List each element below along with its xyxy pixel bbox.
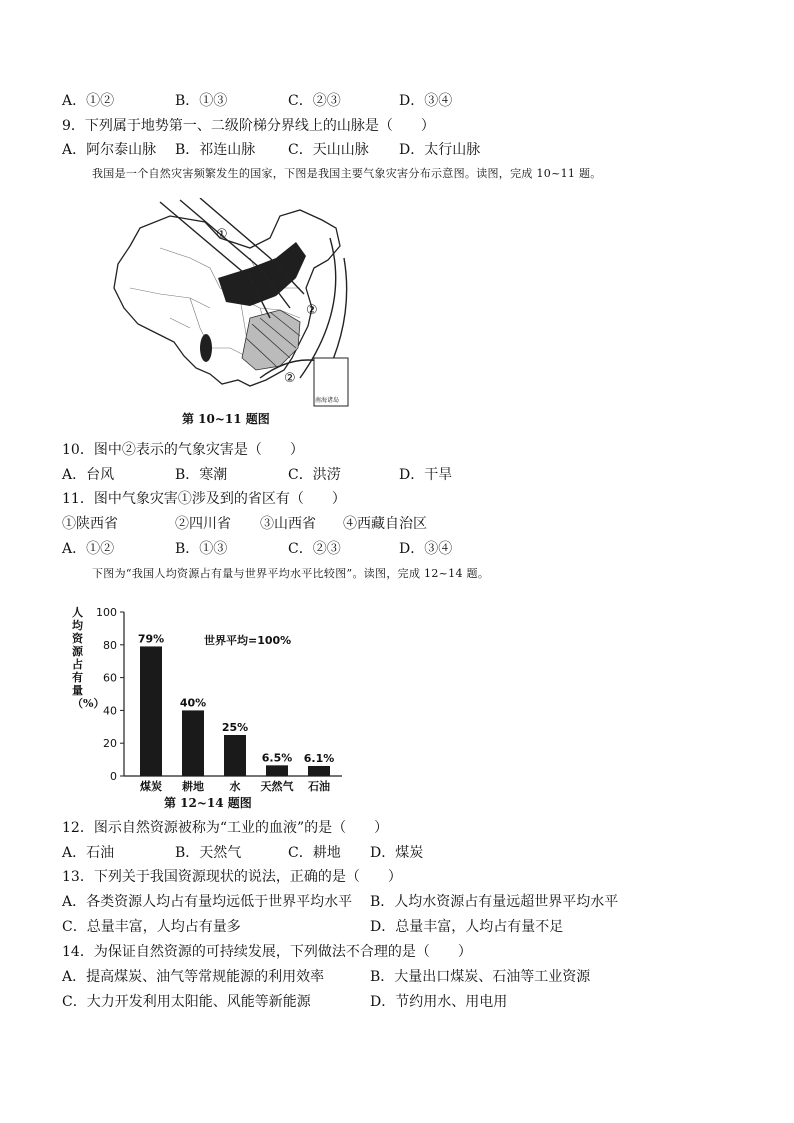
q9-option-d[interactable]: D．太行山脉 (399, 142, 481, 158)
q10-option-d[interactable]: D．干旱 (399, 467, 453, 483)
q13-option-a[interactable]: A．各类资源人均占有量均远低于世界平均水平 (62, 894, 353, 910)
q8-option-d[interactable]: D．③④ (399, 93, 453, 109)
bar-value-label: 79% (137, 632, 165, 646)
q11-item-3: ③山西省 (260, 516, 316, 532)
q13-option-d[interactable]: D．总量丰富，人均占有量不足 (370, 919, 564, 935)
disaster-map (100, 198, 360, 413)
q10-question: 10．图中②表示的气象灾害是（ ） (62, 442, 304, 458)
marker-2: ② (306, 303, 318, 318)
chart-caption: 第 12~14 题图 (164, 796, 252, 810)
q11-item-2: ②四川省 (175, 516, 231, 532)
chart-annotation: 世界平均=100% (204, 634, 292, 647)
resource-chart (62, 598, 362, 808)
x-tick-label: 石油 (308, 780, 330, 793)
q11-item-4: ④西藏自治区 (343, 516, 427, 532)
intro-10-11: 我国是一个自然灾害频繁发生的国家，下图是我国主要气象灾害分布示意图。读图，完成 10~11 题。 (92, 167, 602, 180)
y-tick-label: 20 (103, 737, 117, 751)
map-caption: 第 10~11 题图 (182, 412, 270, 426)
bar-value-label: 6.1% (303, 751, 335, 765)
q8-option-c[interactable]: C．②③ (288, 93, 341, 109)
q14-option-b[interactable]: B．大量出口煤炭、石油等工业资源 (370, 969, 591, 985)
marker-1: ① (216, 227, 228, 242)
bar (224, 735, 246, 776)
flood-region (242, 310, 300, 370)
bar (308, 766, 330, 776)
q10-option-a[interactable]: A．台风 (62, 467, 115, 483)
q14-option-c[interactable]: C．大力开发利用太阳能、风能等新能源 (62, 994, 311, 1010)
x-tick-label: 天然气 (260, 780, 294, 793)
q12-option-a[interactable]: A．石油 (62, 845, 115, 861)
bar-value-label: 40% (179, 696, 207, 710)
bar-value-label: 6.5% (261, 751, 293, 765)
q14-question: 14．为保证自然资源的可持续发展，下列做法不合理的是（ ） (62, 944, 472, 960)
marker-2b: ② (284, 371, 296, 386)
q12-question: 12．图示自然资源被称为“工业的血液”的是（ ） (62, 820, 389, 836)
q9-question: 9．下列属于地势第一、二级阶梯分界线上的山脉是（ ） (62, 118, 435, 134)
y-tick-label: 60 (103, 671, 117, 685)
x-tick-label: 水 (229, 780, 241, 793)
bar (182, 710, 204, 776)
bar-value-label: 25% (221, 721, 249, 734)
q14-option-d[interactable]: D．节约用水、用电用 (370, 994, 508, 1010)
q8-option-b[interactable]: B．①③ (175, 93, 228, 109)
q13-option-c[interactable]: C．总量丰富，人均占有量多 (62, 919, 241, 935)
q12-option-d[interactable]: D．煤炭 (370, 845, 424, 861)
chart-ylabel: 人均资源占有量（%） (72, 606, 105, 710)
q14-option-a[interactable]: A．提高煤炭、油气等常规能源的利用效率 (62, 969, 325, 985)
q11-question: 11．图中气象灾害①涉及到的省区有（ ） (62, 491, 346, 507)
y-tick-label: 40 (103, 704, 117, 718)
x-tick-label: 耕地 (182, 780, 204, 793)
q11-option-d[interactable]: D．③④ (399, 541, 453, 557)
q13-question: 13．下列关于我国资源现状的说法，正确的是（ ） (62, 869, 402, 885)
q11-option-c[interactable]: C．②③ (288, 541, 341, 557)
q11-item-1: ①陕西省 (62, 516, 118, 532)
q10-option-b[interactable]: B．寒潮 (175, 467, 228, 483)
y-tick-label: 100 (96, 606, 117, 619)
inset-label: 南海诸岛 (315, 397, 340, 404)
q9-option-b[interactable]: B．祁连山脉 (175, 142, 256, 158)
q13-option-b[interactable]: B．人均水资源占有量远超世界平均水平 (370, 894, 619, 910)
y-tick-label: 80 (103, 638, 117, 652)
q12-option-c[interactable]: C．耕地 (288, 845, 341, 861)
intro-12-14: 下图为“我国人均资源占有量与世界平均水平比较图”。读图，完成 12~14 题。 (92, 567, 490, 580)
q11-option-b[interactable]: B．①③ (175, 541, 228, 557)
q9-option-a[interactable]: A．阿尔泰山脉 (62, 142, 157, 158)
bar (266, 765, 288, 776)
q10-option-c[interactable]: C．洪涝 (288, 467, 341, 483)
y-tick-label: 0 (110, 770, 117, 783)
q9-option-c[interactable]: C．天山山脉 (288, 142, 369, 158)
bar (140, 646, 162, 776)
q8-option-a[interactable]: A．①② (62, 93, 115, 109)
q12-option-b[interactable]: B．天然气 (175, 845, 242, 861)
q11-option-a[interactable]: A．①② (62, 541, 115, 557)
x-tick-label: 煤炭 (140, 780, 162, 793)
